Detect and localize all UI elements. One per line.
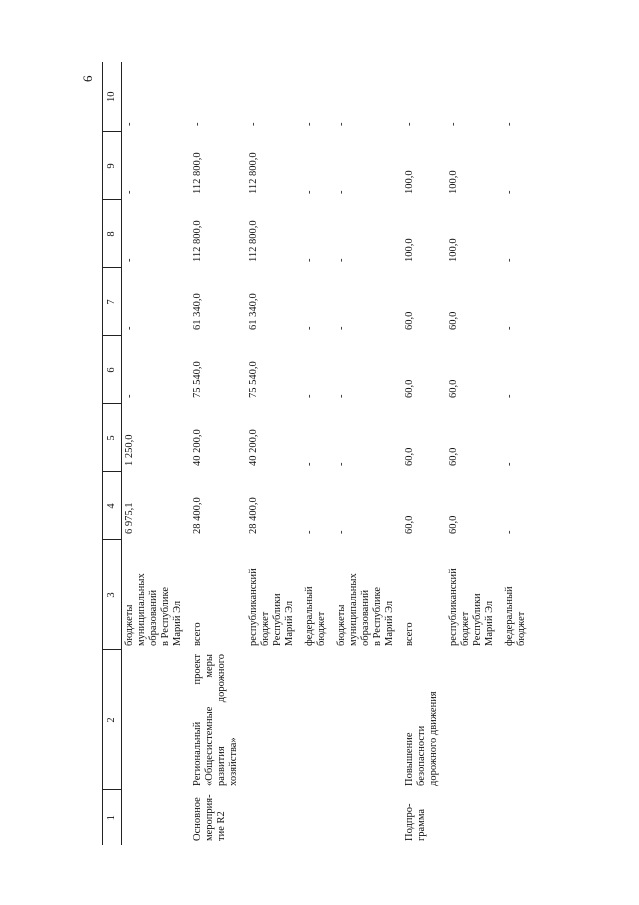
value-cell: - [504,462,515,466]
funding-source-cell: федеральный бюджет [504,586,527,646]
value-cell: 1 250,0 [124,434,135,466]
row-section-cell [502,790,534,845]
column-number: 8 [103,200,122,268]
funding-source-cell: республиканский бюджет Республики Марий Эл [448,568,495,646]
value-cell: 60,0 [448,447,459,466]
value-cell: 112 800,0 [192,152,203,194]
value-cell: 100,0 [404,170,415,194]
value-cell: - [504,394,515,398]
table-body [122,62,535,845]
row-section-cell [246,790,302,845]
value-cell: - [404,122,415,126]
row-name-cell [446,650,502,790]
value-cell: - [336,122,347,126]
value-cell: 6 975,1 [124,502,135,534]
value-cell: 60,0 [448,515,459,534]
value-cell: 61 340,0 [248,293,259,330]
budget-table [102,62,534,845]
value-cell: - [304,122,315,126]
value-cell: - [304,190,315,194]
value-cell: 60,0 [404,379,415,398]
table-row [402,62,446,845]
value-cell: 60,0 [404,515,415,534]
value-cell: - [304,258,315,262]
value-cell: 112 800,0 [192,220,203,262]
value-cell: 28 400,0 [192,497,203,534]
funding-source-cell: всего [404,622,415,646]
value-cell: - [304,394,315,398]
page-number: 6 [80,75,95,82]
row-section-cell [446,790,502,845]
row-name-cell: Повышение безопасности дорожного движения [404,691,439,786]
row-name-cell [334,650,402,790]
row-section-cell [122,790,191,845]
column-number: 6 [103,336,122,404]
column-number: 7 [103,268,122,336]
column-number: 4 [103,472,122,540]
value-cell: 40 200,0 [192,429,203,466]
funding-source-cell: всего [192,622,203,646]
value-cell: - [336,394,347,398]
value-cell: - [504,326,515,330]
value-cell: - [304,530,315,534]
table-row [246,62,302,845]
column-number: 1 [103,790,122,845]
row-section-cell [334,790,402,845]
value-cell: - [336,326,347,330]
value-cell: - [448,122,459,126]
funding-source-cell: республиканский бюджет Республики Марий Эл [248,568,295,646]
row-section-cell [302,790,334,845]
value-cell: - [336,530,347,534]
value-cell: - [124,122,135,126]
funding-source-cell: бюджеты муниципальных образований в Республике Марий Эл [336,573,395,646]
value-cell: - [124,394,135,398]
value-cell: - [504,190,515,194]
table-row [190,62,246,845]
table-row [122,62,191,845]
column-number: 5 [103,404,122,472]
value-cell: 40 200,0 [248,429,259,466]
value-cell: - [504,530,515,534]
value-cell: - [304,326,315,330]
value-cell: 60,0 [404,447,415,466]
row-name-cell: Региональный проект «Общесистемные меры развития дорожного хозяйства» [192,654,239,786]
row-name-cell [122,650,191,790]
value-cell: 75 540,0 [192,361,203,398]
value-cell: 60,0 [448,311,459,330]
value-cell: 28 400,0 [248,497,259,534]
row-section-cell: Основное мероприя- тие R2 [192,794,227,841]
funding-source-cell: бюджеты муниципальных образований в Республике Марий Эл [124,573,183,646]
column-number: 2 [103,650,122,790]
value-cell: - [192,122,203,126]
value-cell: 100,0 [448,238,459,262]
value-cell: 61 340,0 [192,293,203,330]
value-cell: - [248,122,259,126]
value-cell: 100,0 [404,238,415,262]
value-cell: - [336,190,347,194]
funding-source-cell: федеральный бюджет [304,586,327,646]
row-section-cell: Подпро- грамма [404,803,427,841]
column-number: 3 [103,540,122,650]
value-cell: 60,0 [404,311,415,330]
value-cell: - [504,122,515,126]
row-name-cell [502,650,534,790]
table-row [502,62,534,845]
row-name-cell [302,650,334,790]
value-cell: - [124,326,135,330]
value-cell: 100,0 [448,170,459,194]
value-cell: - [336,462,347,466]
value-cell: - [304,462,315,466]
value-cell: - [124,190,135,194]
value-cell: - [124,258,135,262]
value-cell: 112 800,0 [248,152,259,194]
column-number: 10 [103,62,122,132]
value-cell: 112 800,0 [248,220,259,262]
value-cell: 60,0 [448,379,459,398]
table-row [302,62,334,845]
table-row [334,62,402,845]
column-number-row [103,62,122,845]
row-name-cell [246,650,302,790]
value-cell: 75 540,0 [248,361,259,398]
value-cell: - [336,258,347,262]
table-row [446,62,502,845]
value-cell: - [504,258,515,262]
column-number: 9 [103,132,122,200]
